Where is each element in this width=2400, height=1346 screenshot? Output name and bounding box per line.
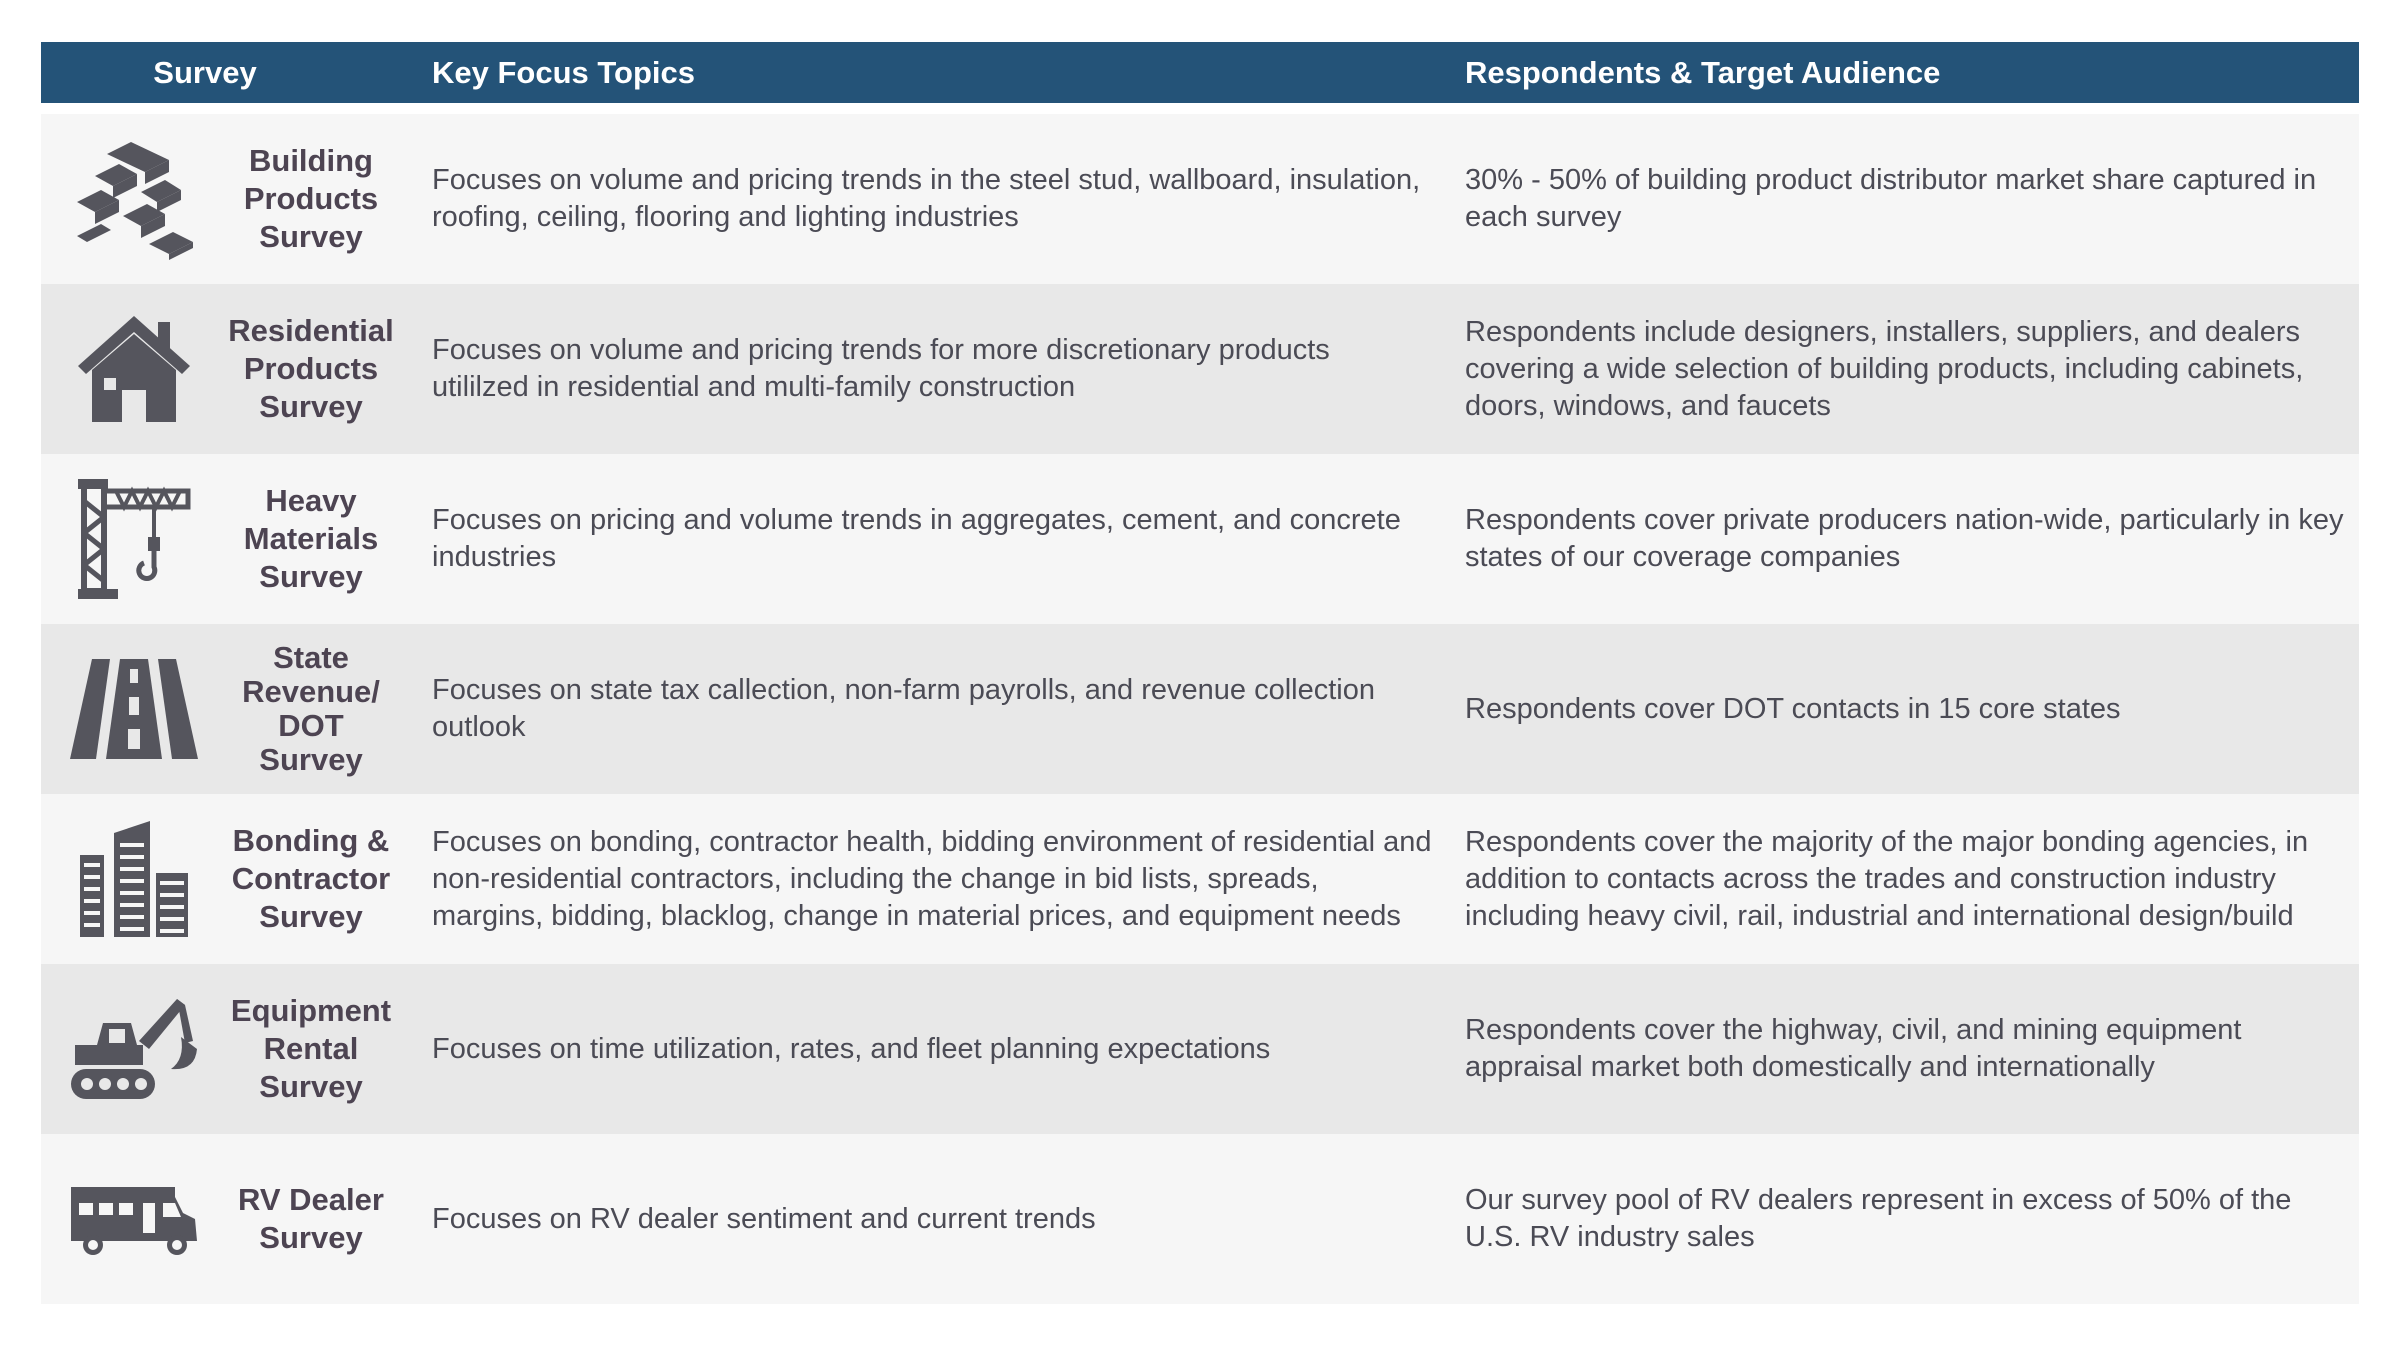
header-gap — [41, 103, 2359, 114]
survey-name-line: Survey — [259, 1220, 363, 1255]
respondents-cell: Respondents cover DOT contacts in 15 core states — [1465, 692, 2121, 725]
respondents-cell: Respondents include designers, installers, suppliers, and dealers covering a wide selection of building products, including cabinets, doors, windows, and faucets — [1465, 315, 2304, 422]
crane-icon — [69, 472, 199, 606]
key-focus-topics-cell: Focuses on volume and pricing trends for more discretionary products utililzed in residential and multi-family construction — [432, 334, 1330, 403]
respondents-cell: Respondents cover the highway, civil, and mining equipment appraisal market both domestically and internationally — [1465, 1014, 2242, 1083]
survey-name-line: Products — [243, 181, 379, 216]
respondents-cell: Respondents cover the majority of the major bonding agencies, in addition to contacts across the trades and construction industry including heavy civil, rail, industrial and international design/build — [1465, 825, 2309, 932]
respondents-cell: Our survey pool of RV dealers represent in excess of 50% of the U.S. RV industry sales — [1465, 1184, 2292, 1253]
survey-name — [219, 794, 403, 964]
survey-name — [219, 964, 403, 1134]
survey-name — [219, 114, 403, 284]
survey-table — [41, 42, 2359, 1304]
table-row — [41, 1134, 2359, 1304]
survey-name-line: Residential — [228, 313, 394, 348]
table-row — [41, 624, 2359, 794]
survey-name-line: Survey — [259, 559, 363, 594]
survey-name-line: Rental — [263, 1031, 359, 1066]
survey-name-line: Survey — [259, 389, 363, 424]
survey-name — [219, 624, 403, 794]
survey-name-line: State — [273, 640, 349, 675]
excavator-icon — [69, 982, 199, 1116]
key-focus-topics-cell: Focuses on RV dealer sentiment and current trends — [432, 1202, 1096, 1235]
city-buildings-icon — [69, 812, 199, 946]
key-focus-topics-cell: Focuses on volume and pricing trends in the steel stud, wallboard, insulation, roofing, ceiling, flooring and lighting industries — [432, 164, 1421, 233]
respondents-cell: Respondents cover private producers nation-wide, particularly in key states of our coverage companies — [1465, 504, 2344, 573]
building-materials-icon — [69, 132, 199, 266]
header-key-focus-topics: Key Focus Topics — [432, 54, 695, 90]
survey-name — [219, 1134, 403, 1304]
table-row — [41, 964, 2359, 1134]
survey-name — [219, 284, 403, 454]
survey-name-line: DOT — [278, 708, 344, 743]
key-focus-topics-cell: Focuses on bonding, contractor health, bidding environment of residential and non-residential contractors, including the change in bid lists, spreads, margins, bidding, blacklog, change in material prices, and equipment needs — [432, 825, 1432, 932]
survey-name-line: Equipment — [230, 993, 392, 1028]
house-icon — [69, 302, 199, 436]
survey-name-line: Revenue/ — [242, 674, 380, 709]
survey-name-line: Survey — [259, 1069, 363, 1104]
survey-name-line: RV Dealer — [238, 1182, 384, 1217]
table-header — [41, 42, 2359, 103]
survey-name-line: Materials — [243, 521, 379, 556]
survey-name-line: Heavy — [265, 483, 357, 518]
respondents-cell: 30% - 50% of building product distributor market share captured in each survey — [1465, 164, 2317, 233]
survey-name — [219, 454, 403, 624]
survey-name-line: Survey — [259, 899, 363, 934]
table-row — [41, 114, 2359, 284]
key-focus-topics-cell: Focuses on time utilization, rates, and fleet planning expectations — [432, 1032, 1271, 1065]
survey-name-line: Survey — [259, 742, 363, 777]
table-row — [41, 794, 2359, 964]
header-respondents: Respondents & Target Audience — [1465, 54, 1941, 90]
key-focus-topics-cell: Focuses on state tax callection, non-farm payrolls, and revenue collection outlook — [432, 674, 1375, 743]
survey-name-line: Building — [249, 143, 373, 178]
road-icon — [69, 642, 199, 776]
table-row — [41, 284, 2359, 454]
survey-name-line: Contractor — [231, 861, 391, 896]
table-row — [41, 454, 2359, 624]
survey-name-line: Bonding & — [232, 823, 390, 858]
header-survey: Survey — [153, 54, 257, 90]
survey-name-line: Survey — [259, 219, 363, 254]
survey-name-line: Products — [243, 351, 379, 386]
key-focus-topics-cell: Focuses on pricing and volume trends in aggregates, cement, and concrete industries — [432, 504, 1401, 573]
rv-icon — [69, 1152, 199, 1286]
